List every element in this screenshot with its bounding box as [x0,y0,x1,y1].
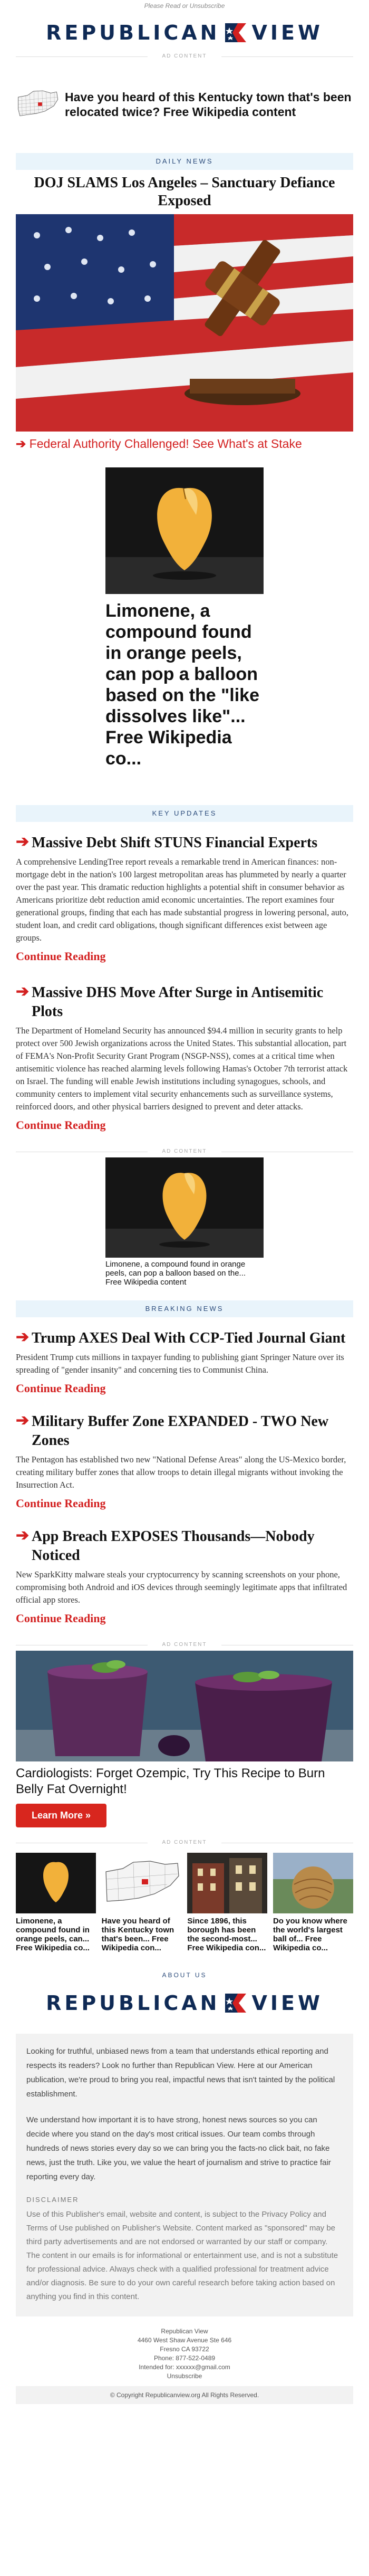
story-app-breach [16,1515,353,1630]
kentucky-map-thumb [102,1853,182,1913]
logo-right-text: VIEW [251,1991,323,2015]
ad-grid [16,1853,353,1952]
logo[interactable] [16,15,353,51]
story-trump-axes [16,1321,353,1400]
story-body: New SparkKitty malware steals your cryptocurrency by scanning screenshots on your phone, compromising both Android and iOS devices through seemingly legitimate apps that infiltrated official app stores. [16,1569,347,1605]
hero-image-gavel-flag[interactable] [16,214,353,432]
arrow-right-icon: ➔ [16,833,30,850]
arrow-right-icon: ➔ [16,983,30,1000]
story-body: President Trump cuts millions in taxpayer funding to publishing giant Springer Nature over its spreading of "gender insanity" and concerning ties to Communist China. [16,1352,344,1375]
continue-reading-link[interactable]: Continue Reading [16,950,106,963]
feature-ad-text: Limonene, a compound found in orange peels, can pop a balloon based on the "like dissolves like"... Free Wikipedia co... [105,601,259,769]
story-dhs-move [16,968,353,1136]
about-paragraph-2: We understand how important it is to have strong, honest news sources so you can decide where you stand on the day's most critical issues. Our team combs through hundreds of news stories every day so we can bring you the facts-no click bait, no fake news, just the truth. Like you, we value the heart of journalism and strive to practice fair reporting every day. [26,2115,331,2181]
story-head[interactable] [16,1329,353,1348]
ad-label: AD CONTENT [16,51,353,62]
story-title[interactable]: Military Buffer Zone EXPANDED - TWO New Zones [32,1413,329,1449]
section-breaking-news: BREAKING NEWS [16,1300,353,1317]
about-paragraph-1: Looking for truthful, unbiased news from a team that understands ethical reporting and respects its readers? Look no further than Republican View. Here at our American publication, we're proud to bring you real, impactful news that isn't tainted by the political establishment. [26,2047,335,2099]
continue-reading-link[interactable]: Continue Reading [16,1497,106,1510]
balloon-image [105,1157,264,1258]
ball-thumb [273,1853,353,1913]
ad-grid-item[interactable] [187,1853,267,1952]
logo-flag-icon [223,1990,248,2016]
copyright: © Copyright Republicanview.org All Rights Reserved. [16,2386,353,2404]
logo-flag-icon [223,20,248,45]
borough-building-illustration [187,1853,267,1913]
section-about-us: ABOUT US [162,1971,207,1979]
kentucky-map-image [102,1853,182,1913]
story-head[interactable] [16,1527,353,1565]
orange-balloon-illustration [16,1853,96,1913]
orange-balloon-illustration [105,1157,264,1258]
story-debt-shift [16,826,353,968]
hero-cta-link[interactable] [16,432,353,457]
footer-phone: Phone: 877-522-0489 [153,2354,216,2362]
daily-headline[interactable]: DOJ SLAMS Los Angeles – Sanctuary Defiance Exposed [34,175,335,209]
ad-grid-item[interactable] [16,1853,96,1952]
learn-more-button[interactable]: Learn More » [16,1804,106,1827]
logo-left-text: REPUBLICAN [46,21,220,44]
arrow-right-icon: ➔ [16,1412,30,1429]
section-key-updates: KEY UPDATES [16,805,353,822]
footer-address [16,2316,353,2386]
arrow-right-icon: ➔ [16,1527,30,1544]
hero-cta-text: Federal Authority Challenged! See What's at Stake [29,437,302,451]
footer-intended-for: Intended for: xxxxxx@gmail.com [139,2363,230,2371]
footer-unsubscribe-link[interactable]: Unsubscribe [167,2372,202,2380]
email-container [16,0,353,2404]
continue-reading-link[interactable]: Continue Reading [16,1612,106,1625]
large-ball-illustration [273,1853,353,1913]
ad-grid-text: Since 1896, this borough has been the second-most... Free Wikipedia con... [187,1917,266,1952]
logo-wordmark [46,1990,323,2016]
story-head[interactable] [16,1412,353,1450]
footer-company-name: Republican View [161,2328,208,2335]
story-title[interactable]: Trump AXES Deal With CCP-Tied Journal Giant [32,1330,346,1346]
kentucky-map-image [16,70,60,139]
ad-kentucky-text: Have you heard of this Kentucky town that's been relocated twice? Free Wikipedia content [65,90,352,119]
logo-wordmark [46,20,323,45]
story-head[interactable] [16,983,353,1021]
logo-left-text: REPUBLICAN [46,1991,220,2015]
arrow-right-icon: ➔ [16,1328,30,1346]
story-title[interactable]: App Breach EXPOSES Thousands—Nobody Noticed [32,1528,315,1564]
ad-limonene-small[interactable] [105,1157,264,1287]
section-daily-news: DAILY NEWS [16,153,353,170]
story-body: The Department of Homeland Security has announced $94.4 million in security grants to help protect over 500 Jewish organizations across the United States. This substantial allocation, part of FEMA's Non-Profit Security Grant Program (NSGP-NSS), comes at a critical time when antisemitic violence has reached alarming levels following Hamas's October 7th terrorist attack on Israel. The funding will enable Jewish institutions including synagogues, schools, and community centers to implement vital security enhancements such as surveillance systems, reinforced doors, and other physical barriers designed to prevent and deter attacks. [16,1026,348,1112]
ad-grid-text: Limonene, a compound found in orange peels, can... Free Wikipedia co... [16,1917,90,1952]
feature-ad-limonene[interactable] [105,467,264,784]
logo-right-text: VIEW [251,21,323,44]
borough-thumb [187,1853,267,1913]
ad-drinks-image[interactable] [16,1651,353,1761]
purple-drinks-illustration [16,1651,353,1761]
unsubscribe-top-link[interactable]: Please Read or Unsubscribe [144,2,225,9]
ad-grid-item[interactable] [102,1853,182,1952]
footer-address-line-1: 4460 West Shaw Avenue Ste 646 [137,2336,232,2344]
balloon-image [105,467,264,594]
orange-balloon-illustration [105,467,264,594]
story-military-buffer [16,1400,353,1515]
ad-label: AD CONTENT [16,1837,353,1849]
footer-address-line-2: Fresno CA 93722 [160,2345,209,2353]
story-head[interactable] [16,834,353,853]
story-title[interactable]: Massive Debt Shift STUNS Financial Experts [32,835,318,851]
continue-reading-link[interactable]: Continue Reading [16,1118,106,1132]
ad-grid-text: Have you heard of this Kentucky town that's been... Free Wikipedia con... [101,1917,174,1952]
continue-reading-link[interactable]: Continue Reading [16,1382,106,1395]
arrow-right-icon: ➔ [16,437,26,451]
ad-label: AD CONTENT [16,1146,353,1157]
gavel-flag-illustration [16,214,353,432]
ad-grid-text: Do you know where the world's largest ball of... Free Wikipedia co... [273,1917,347,1952]
story-title[interactable]: Massive DHS Move After Surge in Antisemitic Plots [32,984,324,1020]
ad-label: AD CONTENT [16,1639,353,1651]
ad-limonene-small-text: Limonene, a compound found in orange peels, can pop a balloon based on the... Free Wikipedia content [105,1260,246,1287]
story-body: A comprehensive LendingTree report reveals a remarkable trend in American finances: non-mortgage debt in the nation's 100 largest metropolitan areas has plummeted by nearly a quarter over the past year. This dramatic reduction highlights a potential shift in consumer behavior as Americans prioritize debt reduction amid economic uncertainties. The report examines four generational groups, finding that each has made substantial progress in lowering personal, auto, student loan, and credit card obligations, though significant differences exist between age groups. [16,857,348,943]
disclaimer-text: Use of this Publisher's email, website and content, is subject to the Privacy Policy and Terms of Use published on Publisher's Website. Content marked as "sponsored" may be third party advertisements and are not endorsed or warranted by our staff or company. The content in our emails is for informational or entertainment use, and is not a substitute for professional advice. Always check with a qualified professional for treatment advice and/or diagnosis. Be sure to do your own careful research before taking action based on anything you find in this content. [26,2210,338,2301]
ad-kentucky[interactable] [16,62,353,147]
disclaimer-title: DISCLAIMER [26,2196,79,2204]
about-panel [16,2034,353,2316]
footer-logo[interactable] [16,1983,353,2023]
balloon-thumb [16,1853,96,1913]
unsubscribe-top [16,0,353,15]
ad-grid-item[interactable] [273,1853,353,1952]
story-body: The Pentagon has established two new "National Defense Areas" along the US-Mexico border, creating military buffer zones that allow troops to detain illegal migrants without invoking the Insurrection Act. [16,1454,346,1490]
ad-drinks-title[interactable]: Cardiologists: Forget Ozempic, Try This Recipe to Burn Belly Fat Overnight! [16,1766,325,1796]
